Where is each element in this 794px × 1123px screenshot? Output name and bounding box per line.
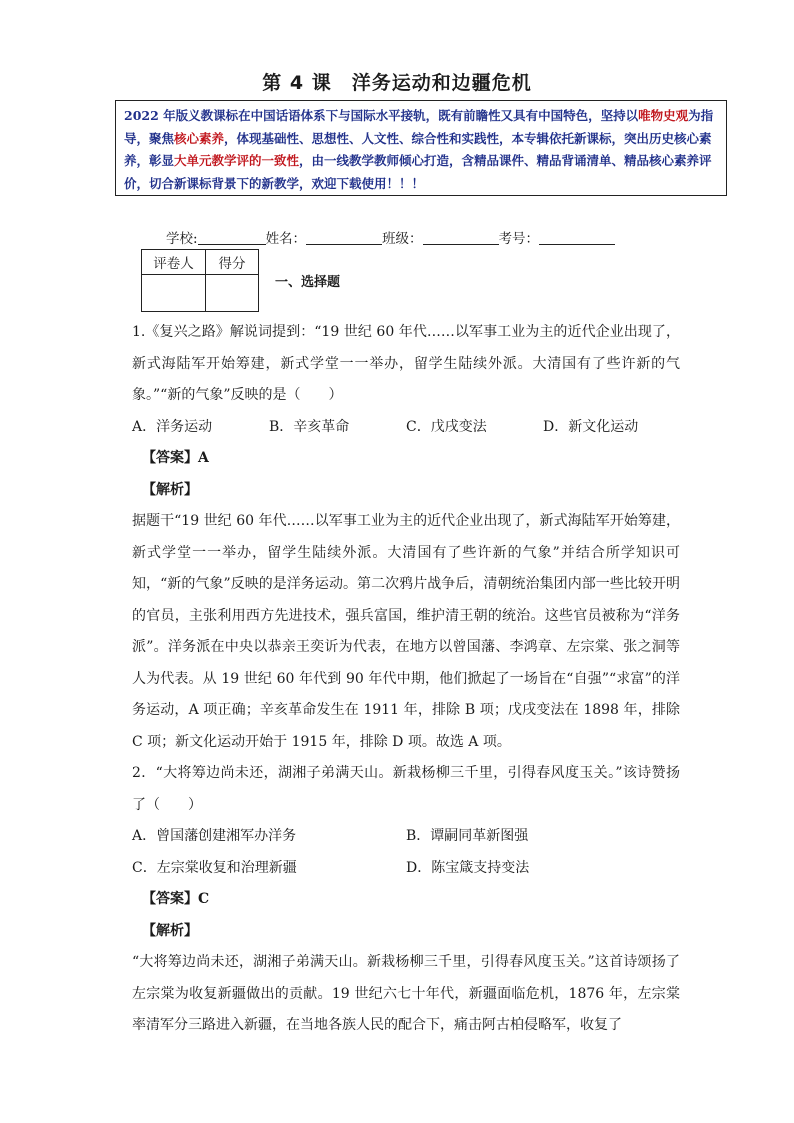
option-a[interactable]: A．曾国藩创建湘军办洋务 <box>132 828 297 844</box>
page-title: 第 4 课 洋务运动和边疆危机 <box>262 72 532 94</box>
question-2-answer: 【答案】C <box>142 891 210 907</box>
promo-text: 为指导，聚焦 <box>124 108 714 146</box>
section-heading: 一、选择题 <box>275 275 341 290</box>
question-2-options-row-2 <box>132 853 680 885</box>
score-table <box>141 249 259 312</box>
promo-highlight: 大单元教学评的一致性 <box>174 153 300 168</box>
promo-box <box>115 100 727 196</box>
question-2-options-row-1 <box>132 821 680 853</box>
exam-no-label: 考号： <box>498 231 540 247</box>
option-a[interactable]: A．洋务运动 <box>132 418 213 435</box>
promo-text: ，由一线教学教师倾心打造，含精品课件、精品背诵清单、精品核心素养评价，切合新课标背景下的新教学，欢迎下载使用！！！ <box>124 153 712 191</box>
exam-no-field[interactable] <box>539 230 615 245</box>
question-1-stem: 1.《复兴之路》解说词提到：“19 世纪 60 年代……以军事工业为主的近代企业出现了，新式海陆军开始筹建，新式学堂一一举办，留学生陆续外派。大清国有了些许新的气象。”“新的气象”反映的是（ ） <box>132 324 680 403</box>
question-2-analysis-label: 【解析】 <box>142 922 198 939</box>
question-content <box>132 317 680 1042</box>
promo-text: ，体现基础性、思想性、人文性、综合性和实践性，本专辑依托新课标，突出历史核心素养，彰显 <box>124 130 712 168</box>
grader-cell[interactable] <box>142 275 206 312</box>
promo-text: 2022 年版义教课标在中国话语体系下与国际水平接轨，既有前瞻性又具有中国特色，坚持以 <box>124 108 639 123</box>
student-info-row <box>166 227 666 247</box>
option-d[interactable]: D．陈宝箴支持变法 <box>406 859 530 876</box>
option-d[interactable]: D．新文化运动 <box>543 418 639 435</box>
option-c[interactable]: C．左宗棠收复和治理新疆 <box>132 859 297 876</box>
school-label: 学校: <box>166 231 198 247</box>
class-field[interactable] <box>423 230 499 245</box>
name-field[interactable] <box>306 230 382 245</box>
score-cell[interactable] <box>206 275 259 312</box>
question-2-stem: 2．“大将筹边尚未还，湖湘子弟满天山。新栽杨柳三千里，引得春风度玉关。”该诗赞扬了（ ） <box>132 765 680 813</box>
option-b[interactable]: B．辛亥革命 <box>269 418 350 435</box>
promo-highlight: 核心素养 <box>174 130 225 146</box>
grader-header: 评卷人 <box>142 250 206 275</box>
option-b[interactable]: B．谭嗣同革新图强 <box>406 828 529 844</box>
class-label: 班级： <box>382 231 423 247</box>
question-1-analysis: 据题干“19 世纪 60 年代……以军事工业为主的近代企业出现了，新式海陆军开始筹建，新式学堂一一举办，留学生陆续外派。大清国有了些许新的气象”并结合所学知识可知，“新的气象”反映的是洋务运动。第二次鸦片战争后，清朝统治集团内部一些比较开明的官员，主张利用西方先进技术，强兵富国，维护清王朝的统治。这些官员被称为“洋务派”。洋务派在中央以恭亲王奕䜣为代表，在地方以曾国藩、李鸿章、左宗棠、张之洞等人为代表。从 19 世纪 60 年代到 90 年代中期，他们掀起了一场旨在“自强”“求富”的洋务运动，A 项正确；辛亥革命发生在 1911 年，排除 B 项；戊戌变法在 1898 年，排除 C 项；新文化运动开始于 1915 年，排除 D 项。故选 A 项。 <box>132 513 680 750</box>
question-1-answer: 【答案】A <box>142 450 209 466</box>
score-header: 得分 <box>206 250 259 275</box>
question-2-analysis: “大将筹边尚未还，湖湘子弟满天山。新栽杨柳三千里，引得春风度玉关。”这首诗颂扬了左宗棠为收复新疆做出的贡献。19 世纪六七十年代，新疆面临危机，1876 年，左宗棠率清军分三路进入新疆，在当地各族人民的配合下，痛击阿古柏侵略军，收复了 <box>132 954 680 1033</box>
question-1-analysis-label: 【解析】 <box>142 481 198 498</box>
school-field[interactable] <box>198 230 266 245</box>
question-1-options <box>132 412 680 444</box>
option-c[interactable]: C．戊戌变法 <box>406 418 487 435</box>
promo-highlight: 唯物史观 <box>638 108 689 123</box>
name-label: 姓名： <box>265 231 307 247</box>
